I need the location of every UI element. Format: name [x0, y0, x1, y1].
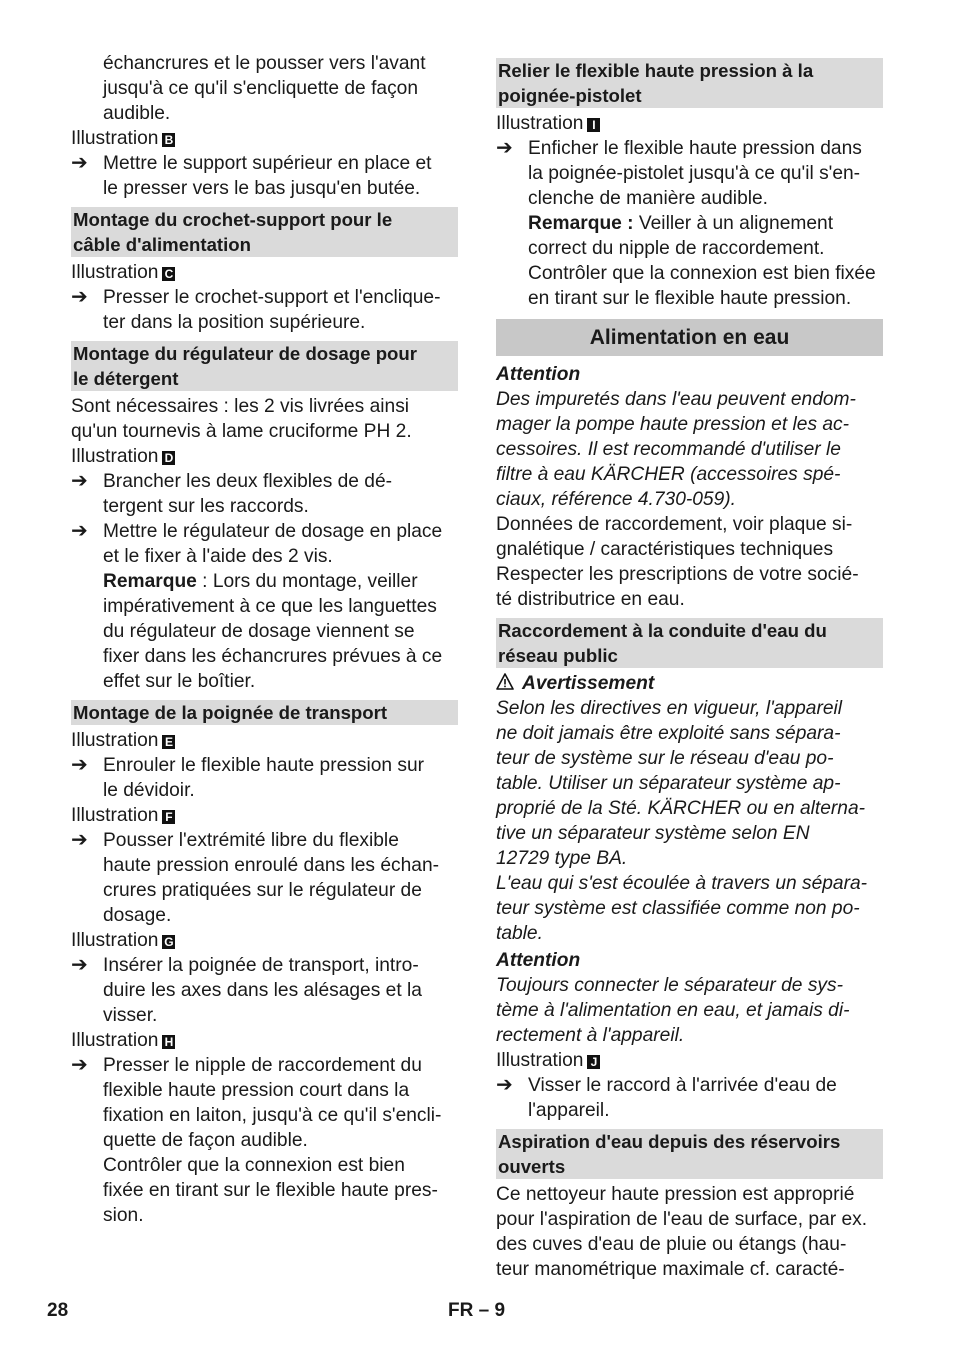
figure-label-g: G: [164, 935, 174, 949]
warning-block: Avertissement Selon les directives en vigueur, l'appareil ne doit jamais être exploité sans sépara- teur de système sur le réseau d'eau po- table. Utiliser un séparateur système ap- proprié de la Sté. KÄRCHER ou en alterna- tive un séparateur système selon EN 12729 type BA. L'eau qui s'est écoulée à travers un sépara- teur système est classifiée comme non po- table.: [496, 673, 868, 944]
arrow-icon: ➔: [71, 1054, 88, 1076]
illustration-ref-h: Illustration H: [71, 1028, 458, 1053]
note-i: Remarque : Veiller à un alignement: [528, 213, 834, 234]
figure-label-d: D: [162, 451, 175, 465]
attention-block-2: Attention Toujours connecter le séparateur de sys- tème à l'alimentation en eau, et jamais di- rectement à l'appareil.: [496, 950, 850, 1046]
illustration-ref-b: Illustration B: [71, 126, 458, 151]
arrow-icon: ➔: [71, 470, 88, 492]
step-g1: ➔ Insérer la poignée de transport, intro- duire les axes dans les alésages et la visser.: [71, 954, 422, 1026]
arrow-icon: ➔: [71, 754, 88, 776]
figure-label-i: I: [587, 118, 600, 132]
section-heading-hook: Montage du crochet-support pour le câble d'alimentation: [71, 207, 458, 257]
step-d2: ➔ Mettre le régulateur de dosage en place et le fixer à l'aide des 2 vis. Remarque : Lors du montage, veiller impérativement à ce que les languettes du régulateur de dosage viennent se fixer dans les échancrures prévues à ce effet sur le boîtier.: [71, 519, 458, 694]
arrow-icon: ➔: [71, 954, 88, 976]
step-f1: ➔ Pousser l'extrémité libre du flexible haute pression enroulé dans les échan- crures pratiquées sur le régulateur de dosage.: [71, 829, 440, 926]
page-number: 28: [47, 1300, 69, 1321]
figure-label-j: J: [587, 1055, 600, 1069]
right-column: [496, 58, 883, 1282]
step-j1: ➔ Visser le raccord à l'arrivée d'eau de l'appareil.: [496, 1074, 837, 1121]
figure-label-e: E: [162, 735, 175, 749]
section-heading-pistol: Relier le flexible haute pression à la poignée-pistolet: [496, 58, 883, 108]
note-d: Remarque : Lors du montage, veiller: [103, 571, 418, 592]
section-heading-dosing: Montage du régulateur de dosage pour le détergent: [71, 341, 458, 391]
illustration-ref-j: Illustration J: [496, 1048, 883, 1073]
requirements-text: Sont nécessaires : les 2 vis livrées ainsi qu'un tournevis à lame cruciforme PH 2.: [71, 396, 412, 442]
step-d1: ➔ Brancher les deux flexibles de dé- tergent sur les raccords.: [71, 470, 393, 517]
illustration-ref-e: Illustration E: [71, 728, 458, 753]
connection-data-text: Données de raccordement, voir plaque si- gnalétique / caractéristiques techniques Respecter les prescriptions de votre socié- té distributrice en eau.: [496, 514, 859, 610]
step-b1: ➔ Mettre le support supérieur en place et le presser vers le bas jusqu'en butée.: [71, 152, 432, 199]
left-column: [71, 51, 458, 1228]
step-i1: ➔ Enficher le flexible haute pression dans la poignée-pistolet jusqu'à ce qu'il s'en- clenche de manière audible. Remarque : Veiller à un alignement correct du nipple de raccordement. Contrôler que la connexion est bien fixée en tirant sur le flexible haute pression.: [496, 136, 883, 311]
attention-block-1: Attention Des impuretés dans l'eau peuvent endom- mager la pompe haute pression et les ac- cessoires. Il est recommandé d'utiliser le filtre à eau KÄRCHER (accessoires spé- ciaux, référence 4.730-059).: [496, 364, 856, 510]
section-page-label: FR – 9: [448, 1300, 506, 1321]
illustration-ref-c: Illustration C: [71, 260, 458, 285]
arrow-icon: ➔: [496, 137, 513, 159]
arrow-icon: ➔: [71, 520, 88, 542]
illustration-ref-i: Illustration I: [496, 111, 883, 136]
step-c1: ➔ Presser le crochet-support et l'enclique- ter dans la position supérieure.: [71, 286, 441, 333]
section-heading-transport-handle: Montage de la poignée de transport: [71, 700, 458, 725]
figure-label-b: B: [162, 133, 175, 147]
continued-text: échancrures et le pousser vers l'avant jusqu'à ce qu'il s'encliquette de façon audible.: [103, 53, 426, 124]
figure-label-c: C: [162, 267, 175, 281]
step-e1: ➔ Enrouler le flexible haute pression sur le dévidoir.: [71, 754, 425, 801]
figure-label-f: F: [162, 810, 175, 824]
open-tanks-text: Ce nettoyeur haute pression est approprié pour l'aspiration de l'eau de surface, par ex. des cuves d'eau de pluie ou étangs (hau- teur manométrique maximale cf. caracté-: [496, 1184, 868, 1280]
arrow-icon: ➔: [71, 829, 88, 851]
figure-label-h: H: [162, 1035, 175, 1049]
section-heading-public-network: Raccordement à la conduite d'eau du réseau public: [496, 618, 883, 668]
arrow-icon: ➔: [71, 152, 88, 174]
illustration-ref-f: Illustration F: [71, 803, 458, 828]
illustration-ref-g: Illustration G: [71, 930, 174, 951]
warning-triangle-icon: [496, 673, 514, 691]
illustration-ref-d: Illustration D: [71, 444, 458, 469]
step-h1: ➔ Presser le nipple de raccordement du flexible haute pression court dans la fixation en laiton, jusqu'à ce qu'il s'encli- quette de façon audible. Contrôler que la connexion est bien fixée en tirant sur le flexible haute pres- sion.: [71, 1054, 442, 1226]
section-heading-open-tanks: Aspiration d'eau depuis des réservoirs ouverts: [496, 1129, 883, 1179]
arrow-icon: ➔: [71, 286, 88, 308]
arrow-icon: ➔: [496, 1074, 513, 1096]
section-heading-water-supply: Alimentation en eau: [496, 319, 883, 356]
